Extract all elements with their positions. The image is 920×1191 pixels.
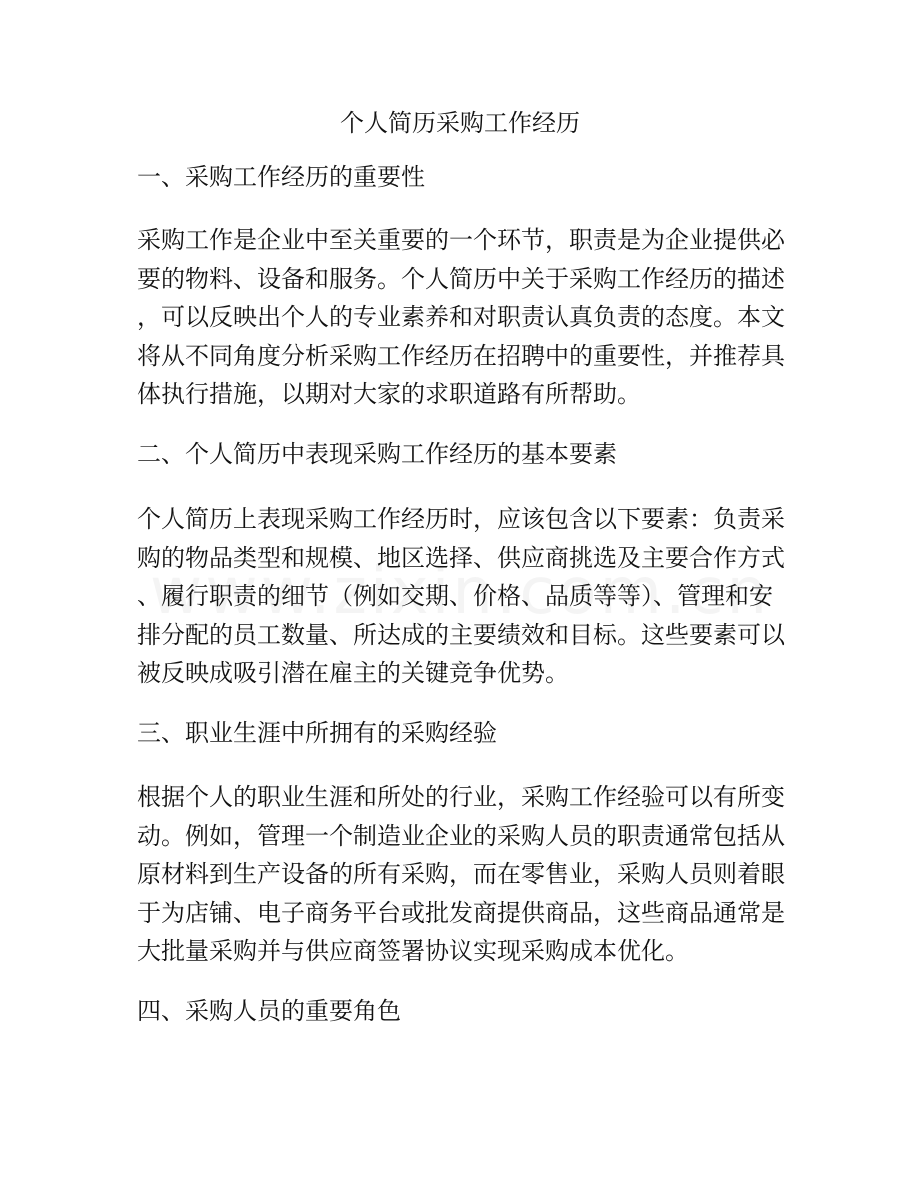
section-1-paragraph — [137, 221, 787, 414]
section-3-paragraph — [137, 778, 787, 971]
paragraph-line: 个人简历上表现采购工作经历时，应该包含以下要素：负责采 — [137, 505, 785, 533]
section-2-paragraph — [137, 500, 787, 693]
section-4-heading: 四、采购人员的重要角色 — [137, 997, 401, 1025]
paragraph-line: 采购工作是企业中至关重要的一个环节，职责是为企业提供必 — [137, 226, 785, 254]
paragraph-line: 根据个人的职业生涯和所处的行业，采购工作经验可以有所变 — [137, 783, 785, 811]
paragraph-line: 动。例如，管理一个制造业企业的采购人员的职责通常包括从 — [137, 821, 785, 850]
paragraph-line: 大批量采购并与供应商签署协议实现采购成本优化。 — [137, 937, 689, 965]
paragraph-line: 将从不同角度分析采购工作经历在招聘中的重要性，并推荐具 — [137, 341, 785, 370]
paragraph-line: 要的物料、设备和服务。个人简历中关于采购工作经历的描述 — [137, 264, 785, 293]
paragraph-line: 体执行措施，以期对大家的求职道路有所帮助。 — [137, 380, 641, 408]
section-3-heading: 三、职业生涯中所拥有的采购经验 — [137, 719, 497, 747]
document-title: 个人简历采购工作经历 — [340, 109, 580, 137]
paragraph-line: 被反映成吸引潜在雇主的关键竞争优势。 — [137, 659, 569, 687]
section-2-heading: 二、个人简历中表现采购工作经历的基本要素 — [137, 440, 617, 468]
paragraph-line: 原材料到生产设备的所有采购，而在零售业，采购人员则着眼 — [137, 860, 785, 888]
paragraph-line: 于为店铺、电子商务平台或批发商提供商品，这些商品通常是 — [137, 898, 785, 927]
section-1-heading: 一、采购工作经历的重要性 — [137, 163, 425, 191]
paragraph-line: 、履行职责的细节（例如交期、价格、品质等等）、管理和安 — [137, 582, 773, 610]
paragraph-line: 购的物品类型和规模、地区选择、供应商挑选及主要合作方式 — [137, 543, 785, 572]
paragraph-line: ，可以反映出个人的专业素养和对职责认真负责的态度。本文 — [137, 303, 785, 331]
paragraph-line: 排分配的员工数量、所达成的主要绩效和目标。这些要素可以 — [137, 620, 785, 649]
